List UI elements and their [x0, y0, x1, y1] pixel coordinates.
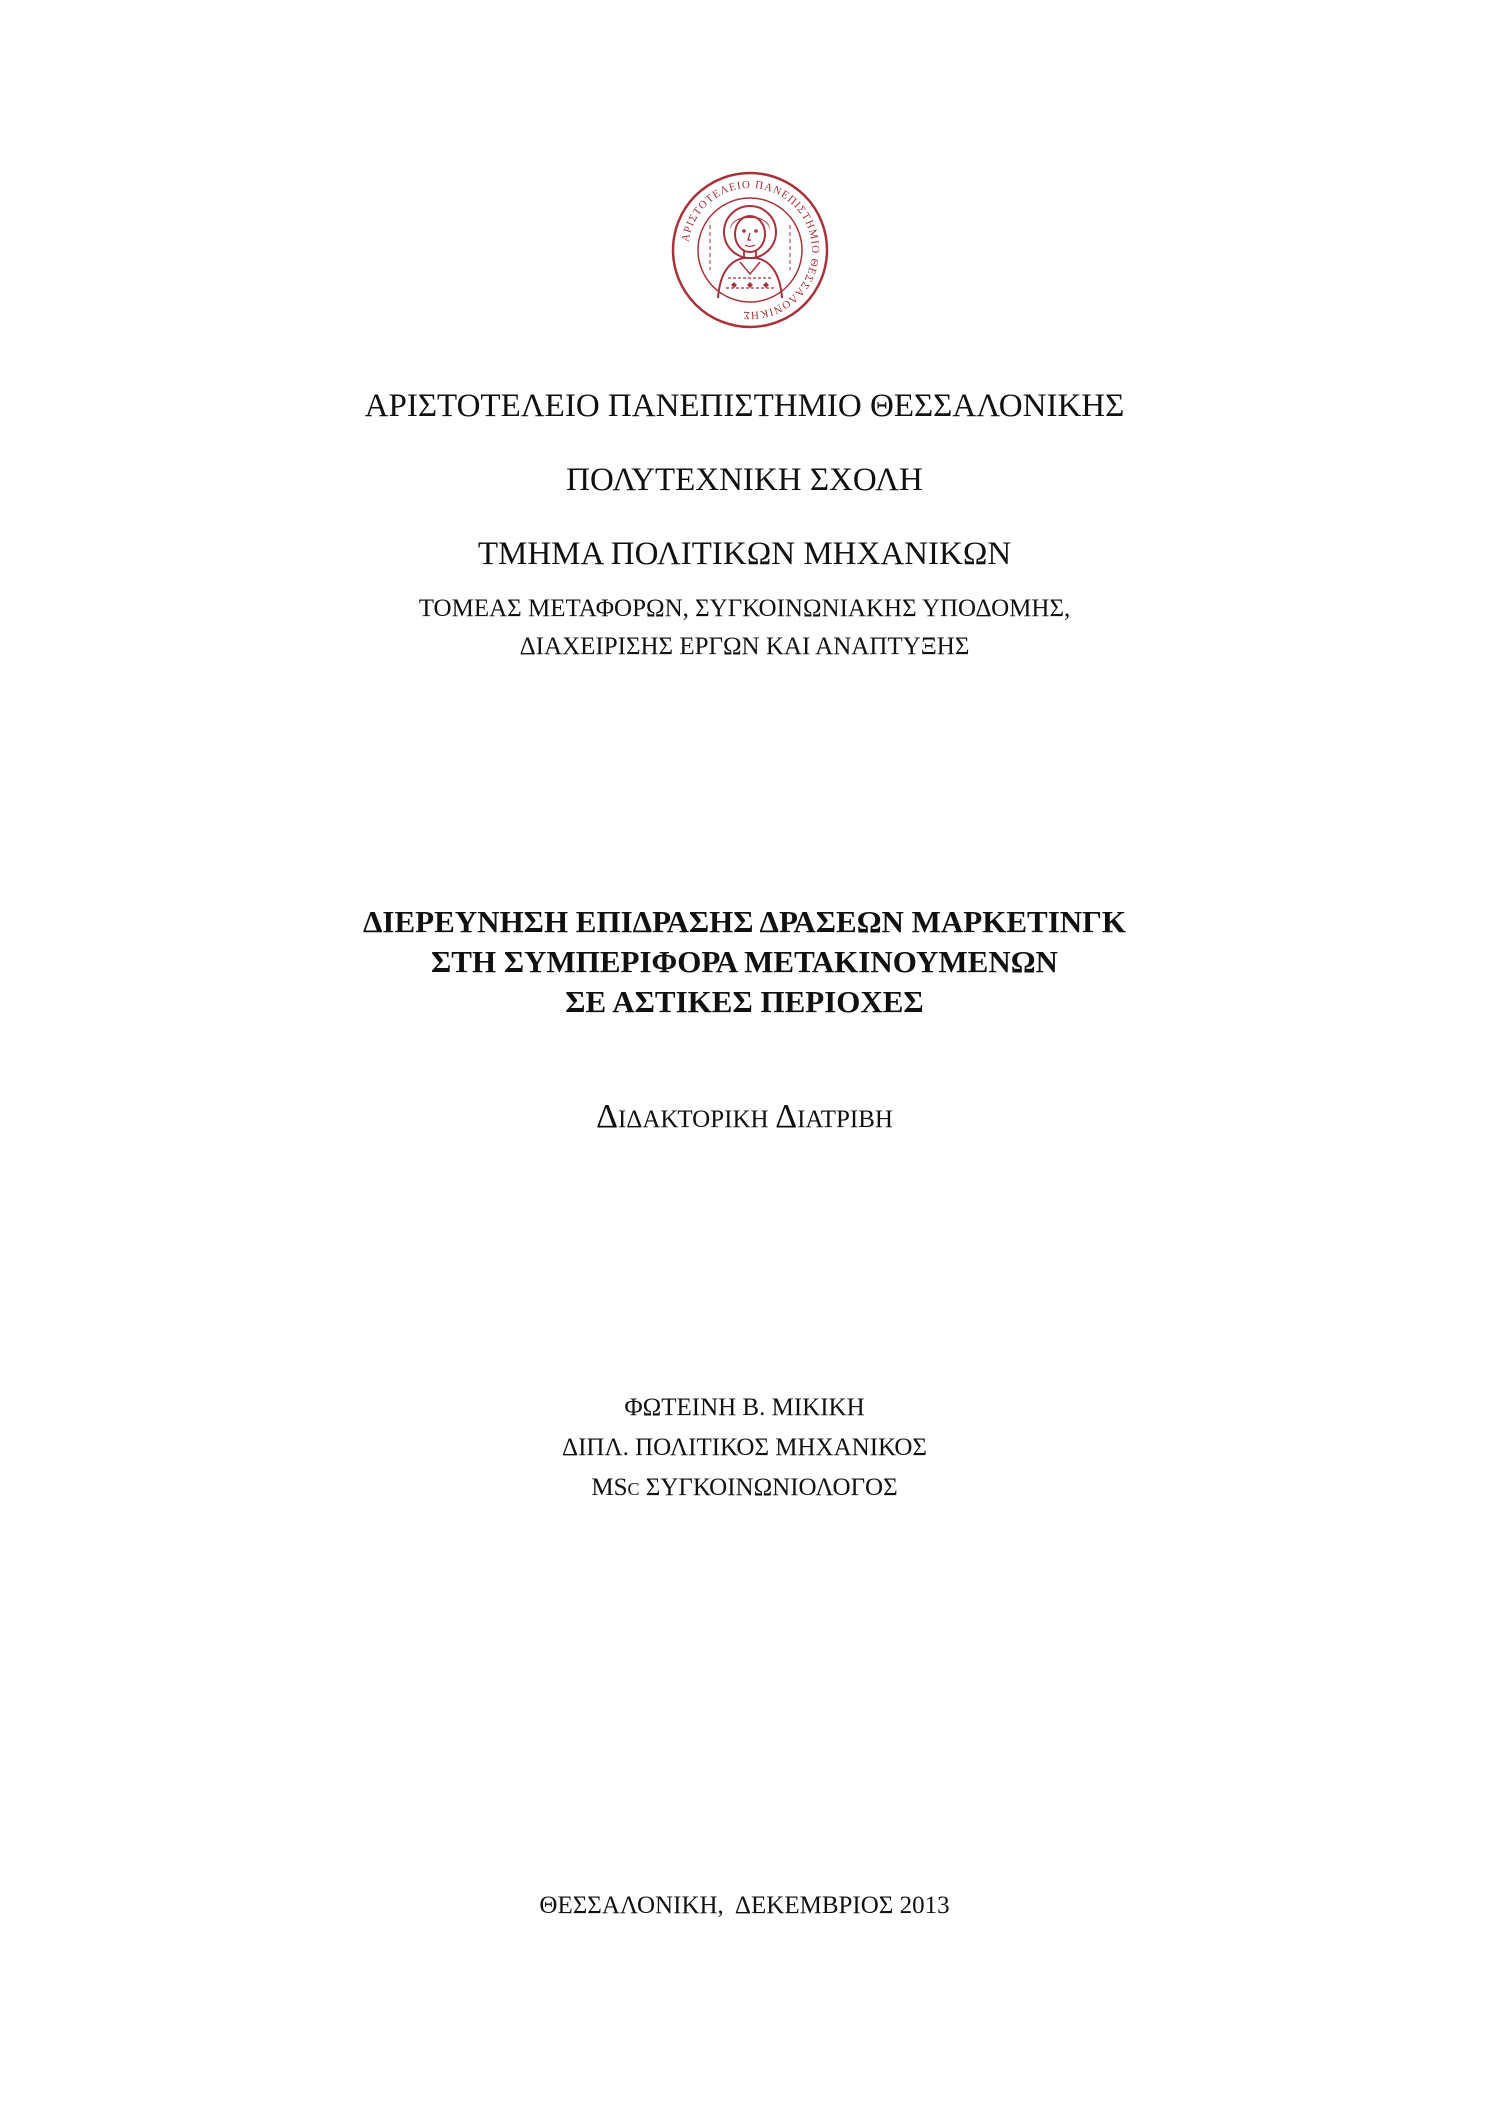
thesis-type [0, 1098, 1489, 1136]
seal-inscription: ΑΡΙΣΤΟΤΕΛΕΙΟ ΠΑΝΕΠΙΣΤΗΜΙΟ ΘΕΣΣΑΛΟΝΙΚΗΣ [679, 178, 822, 322]
department-name: ΤΜΗΜΑ ΠΟΛΙΤΙΚΩΝ ΜΗΧΑΝΙΚΩΝ [477, 536, 1012, 572]
author-msc [0, 1468, 1489, 1509]
thesis-title-line-1: ΔΙΕΡΕΥΝΗΣΗ ΕΠΙΔΡΑΣΗΣ ΔΡΑΣΕΩΝ ΜΑΡΚΕΤΙΝΓΚ [363, 904, 1126, 939]
sector-line-2: ΔΙΑΧΕΙΡΙΣΗΣ ΕΡΓΩΝ ΚΑΙ ΑΝΑΠΤΥΞΗΣ [519, 633, 970, 660]
thesis-title-line-2: ΣΤΗ ΣΥΜΠΕΡΙΦΟΡΑ ΜΕΤΑΚΙΝΟΥΜΕΝΩΝ [431, 944, 1058, 979]
sector-line-1: ΤΟΜΕΑΣ ΜΕΤΑΦΟΡΩΝ, ΣΥΓΚΟΙΝΩΝΙΑΚΗΣ ΥΠΟΔΟΜΗΣ, [418, 595, 1071, 622]
author-block [0, 1388, 1489, 1509]
university-name: ΑΡΙΣΤΟΤΕΛΕΙΟ ΠΑΝΕΠΙΣΤΗΜΙΟ ΘΕΣΣΑΛΟΝΙΚΗΣ [364, 388, 1125, 424]
author-msc-initials: MS [591, 1474, 628, 1501]
thesis-type-word1-initial: Δ [596, 1098, 618, 1135]
thesis-title [0, 902, 1489, 1022]
thesis-type-word1-rest: ΙΔΑΚΤΟΡΙΚΗ [617, 1106, 769, 1133]
thesis-type-word2-initial: Δ [775, 1098, 798, 1135]
thesis-type-word2-rest: ΙΑΤΡΙΒΗ [797, 1106, 893, 1133]
thesis-title-line-3: ΣΕ ΑΣΤΙΚΕΣ ΠΕΡΙΟΧΕΣ [565, 984, 924, 1019]
sector-name [0, 590, 1489, 666]
author-msc-title: ΣΥΓΚΟΙΝΩΝΙΟΛΟΓΟΣ [639, 1474, 898, 1501]
university-seal-icon [670, 170, 830, 330]
author-msc-small: C [627, 1479, 640, 1499]
author-name: ΦΩΤΕΙΝΗ Β. ΜΙΚΙΚΗ [624, 1394, 865, 1421]
place-date: ΘΕΣΣΑΛΟΝΙΚΗ, ΔΕΚΕΜΒΡΙΟΣ 2013 [539, 1892, 950, 1919]
school-name: ΠΟΛΥΤΕΧΝΙΚΗ ΣΧΟΛΗ [566, 462, 923, 498]
author-degree: ΔΙΠΛ. ΠΟΛΙΤΙΚΟΣ ΜΗΧΑΝΙΚΟΣ [562, 1434, 927, 1461]
